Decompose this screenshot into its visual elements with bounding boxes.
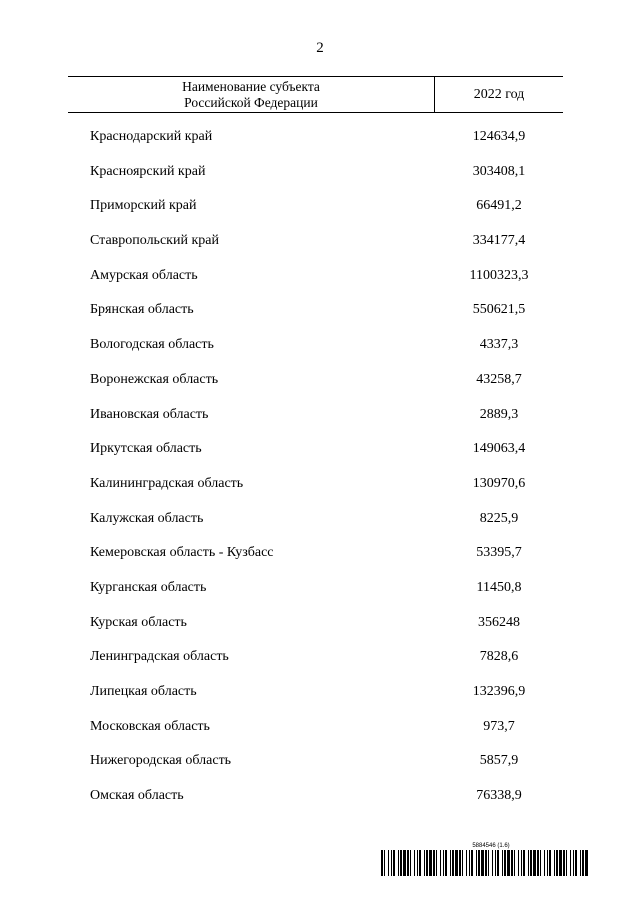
table-row [0, 571, 640, 606]
table-row [0, 779, 640, 814]
table-row [0, 189, 640, 224]
region-value: 334177,4 [472, 233, 526, 249]
region-value: 124634,9 [472, 129, 526, 144]
region-name: Брянская область [90, 302, 194, 318]
table-row [0, 120, 640, 155]
table-row [0, 675, 640, 710]
region-name: Нижегородская область [90, 753, 232, 769]
region-value: 53395,7 [476, 545, 522, 561]
region-value: 1100323,3 [469, 267, 529, 283]
region-value: 66491,2 [476, 198, 522, 214]
region-name: Омская область [90, 788, 184, 804]
region-value: 8225,9 [479, 510, 519, 526]
region-name: Краснодарский край [90, 129, 213, 144]
region-value: 149063,4 [472, 441, 526, 457]
header-subject-name-line2: Российской Федерации [184, 94, 318, 110]
table-row [0, 432, 640, 467]
region-name: Липецкая область [90, 684, 197, 699]
table-row [0, 259, 640, 294]
region-name: Иркутская область [90, 441, 202, 457]
region-value: 132396,9 [472, 684, 526, 699]
region-value: 130970,6 [472, 475, 526, 491]
region-name: Воронежская область [90, 371, 219, 387]
region-name: Курская область [90, 614, 187, 630]
region-value: 973,7 [483, 718, 515, 734]
barcode-icon [381, 850, 591, 876]
table-row [0, 328, 640, 363]
region-name: Вологодская область [90, 337, 214, 353]
header-year: 2022 год [473, 86, 525, 102]
region-name: Приморский край [90, 198, 197, 214]
table-row [0, 710, 640, 745]
table-row [0, 224, 640, 259]
table-row [0, 744, 640, 779]
region-name: Кемеровская область - Кузбасс [90, 545, 274, 561]
region-value: 303408,1 [472, 163, 526, 179]
header-subject-name-line1: Наименование субъекта [182, 78, 320, 94]
region-value: 2889,3 [479, 406, 519, 422]
region-name: Ставропольский край [90, 233, 219, 249]
region-value: 4337,3 [479, 337, 519, 353]
region-name: Красноярский край [90, 163, 206, 179]
region-name: Курганская область [90, 579, 207, 595]
barcode-label: 5884546 (1.6) [472, 843, 510, 849]
region-name: Московская область [90, 718, 210, 734]
region-value: 76338,9 [476, 788, 522, 804]
region-name: Ивановская область [90, 406, 209, 422]
region-value: 11450,8 [476, 579, 522, 595]
document-barcode [381, 842, 591, 876]
region-value: 7828,6 [479, 649, 519, 665]
region-value: 356248 [478, 614, 520, 630]
region-value: 43258,7 [476, 371, 522, 387]
region-name: Амурская область [90, 267, 198, 283]
table-row [0, 606, 640, 641]
region-name: Калининградская область [90, 475, 244, 491]
table-row [0, 502, 640, 537]
table-row [0, 536, 640, 571]
region-name: Ленинградская область [90, 649, 229, 665]
table-row [0, 293, 640, 328]
table-row [0, 155, 640, 190]
table-row [0, 398, 640, 433]
table-body [0, 120, 640, 814]
table-row [0, 640, 640, 675]
region-value: 550621,5 [472, 302, 526, 318]
table-row [0, 363, 640, 398]
table-header [68, 76, 563, 113]
header-subject-name [68, 77, 434, 112]
region-value: 5857,9 [479, 753, 519, 769]
table-row [0, 467, 640, 502]
page-number: 2 [316, 40, 324, 56]
region-name: Калужская область [90, 510, 204, 526]
